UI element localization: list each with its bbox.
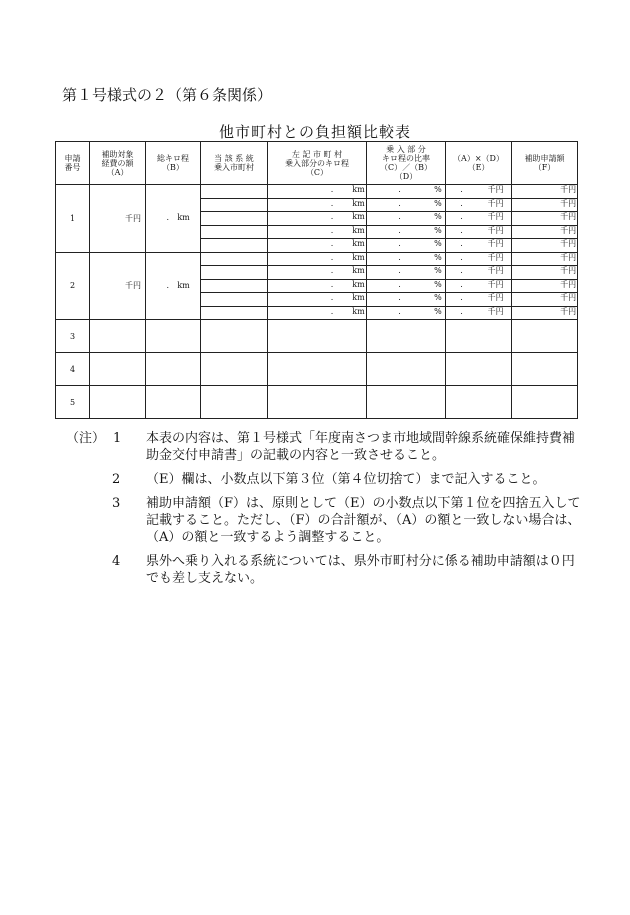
empty-cell xyxy=(201,320,268,353)
expense-cell: 千円 xyxy=(90,185,146,253)
header-cell-0: 申請 番号 xyxy=(56,142,90,185)
ratio-cell-unit: % xyxy=(434,225,442,235)
row-number: 4 xyxy=(56,353,90,386)
ratio-cell-unit: % xyxy=(434,293,442,302)
notes-section xyxy=(66,430,586,594)
empty-cell xyxy=(201,353,268,386)
subsidy-cell-unit: 千円 xyxy=(560,239,577,248)
empty-cell xyxy=(367,386,446,419)
product-cell-unit: 千円 xyxy=(487,266,504,275)
table-row xyxy=(56,185,578,199)
section-distance-cell-unit: km xyxy=(352,266,365,275)
subsidy-cell-unit: 千円 xyxy=(560,185,577,194)
product-cell-dot: . xyxy=(460,225,463,235)
product-cell-unit: 千円 xyxy=(487,279,504,289)
empty-cell xyxy=(512,353,578,386)
empty-cell xyxy=(146,353,201,386)
municipality-cell xyxy=(201,279,268,293)
header-cell-2: 総キロ程 （B） xyxy=(146,142,201,185)
product-cell-unit: 千円 xyxy=(487,212,504,221)
product-cell-unit: 千円 xyxy=(487,306,504,316)
subsidy-cell xyxy=(512,185,578,199)
note-number: 3 xyxy=(112,496,121,511)
subsidy-cell-unit: 千円 xyxy=(560,225,577,235)
empty-cell xyxy=(367,353,446,386)
product-cell-dot: . xyxy=(460,293,463,302)
ratio-cell-unit: % xyxy=(434,239,442,248)
note-text: 本表の内容は、第１号様式「年度南さつま市地域間幹線系統確保維持費補助金交付申請書」の記載の内容と一致させること。 xyxy=(146,431,576,463)
distance-cell-dot: . xyxy=(166,213,170,223)
product-cell-dot: . xyxy=(460,279,463,289)
section-distance-cell-dot: . xyxy=(330,252,334,262)
section-distance-cell-unit: km xyxy=(352,306,365,316)
empty-cell xyxy=(512,320,578,353)
distance-cell-dot: . xyxy=(166,280,170,290)
empty-cell xyxy=(146,320,201,353)
section-distance-cell-unit: km xyxy=(352,185,365,194)
row-number: 3 xyxy=(56,320,90,353)
subsidy-cell xyxy=(512,198,578,212)
empty-cell xyxy=(90,320,146,353)
ratio-cell-dot: . xyxy=(398,266,401,275)
note-number: 1 xyxy=(113,431,122,446)
ratio-cell-unit: % xyxy=(434,185,442,194)
municipality-cell xyxy=(201,198,268,212)
subsidy-cell-unit: 千円 xyxy=(560,198,577,208)
note-text: （E）欄は、小数点以下第３位（第４位切捨て）まで記入すること。 xyxy=(146,472,546,487)
section-distance-cell-unit: km xyxy=(352,279,365,289)
subsidy-cell xyxy=(512,266,578,280)
section-distance-cell-unit: km xyxy=(352,225,365,235)
municipality-cell xyxy=(201,212,268,226)
section-distance-cell-unit: km xyxy=(352,252,365,262)
distance-cell xyxy=(146,185,201,253)
section-distance-cell xyxy=(268,266,367,280)
product-cell xyxy=(446,252,512,266)
header-cell-4: 左 記 市 町 村 乗入部分のキロ程 （C） xyxy=(268,142,367,185)
section-distance-cell-dot: . xyxy=(330,239,334,248)
section-distance-cell-dot: . xyxy=(330,212,334,221)
table-row xyxy=(56,353,578,386)
ratio-cell xyxy=(367,185,446,199)
subsidy-cell xyxy=(512,212,578,226)
product-cell-dot: . xyxy=(460,198,463,208)
notes-label: （注） xyxy=(66,431,106,446)
section-distance-cell xyxy=(268,239,367,253)
note-item xyxy=(66,495,586,546)
ratio-cell-dot: . xyxy=(398,198,401,208)
empty-cell xyxy=(90,353,146,386)
ratio-cell-dot: . xyxy=(398,212,401,221)
section-distance-cell xyxy=(268,212,367,226)
section-distance-cell-dot: . xyxy=(330,185,334,194)
section-distance-cell xyxy=(268,252,367,266)
form-title: 第１号様式の２（第６条関係） xyxy=(62,86,273,104)
ratio-cell-unit: % xyxy=(434,212,442,221)
expense-cell: 千円 xyxy=(90,252,146,320)
header-cell-1: 補助対象 経費の額 （A） xyxy=(90,142,146,185)
product-cell-dot: . xyxy=(460,185,463,194)
section-distance-cell-dot: . xyxy=(330,306,334,316)
section-distance-cell-dot: . xyxy=(330,279,334,289)
ratio-cell xyxy=(367,293,446,307)
note-text: 県外へ乗り入れる系統については、県外市町村分に係る補助申請額は０円でも差し支えない。 xyxy=(146,554,575,586)
product-cell xyxy=(446,279,512,293)
ratio-cell-unit: % xyxy=(434,198,442,208)
product-cell-unit: 千円 xyxy=(487,293,504,302)
header-cell-6: （A）×（D） （E） xyxy=(446,142,512,185)
ratio-cell-dot: . xyxy=(398,306,401,316)
subsidy-cell xyxy=(512,293,578,307)
note-text: 補助申請額（F）は、原則として（E）の小数点以下第１位を四捨五入して記載すること。ただし、（F）の合計額が、（A）の額と一致しない場合は、（A）の額と一致するよう調整すること。 xyxy=(146,496,581,545)
empty-cell xyxy=(446,353,512,386)
empty-cell xyxy=(146,386,201,419)
distance-cell xyxy=(146,252,201,320)
section-distance-cell xyxy=(268,306,367,320)
empty-cell xyxy=(268,386,367,419)
section-distance-cell-dot: . xyxy=(330,266,334,275)
note-item xyxy=(66,553,586,587)
ratio-cell-dot: . xyxy=(398,252,401,262)
subsidy-cell-unit: 千円 xyxy=(560,252,577,262)
empty-cell xyxy=(446,386,512,419)
empty-cell xyxy=(90,386,146,419)
row-number: 5 xyxy=(56,386,90,419)
product-cell-unit: 千円 xyxy=(487,198,504,208)
header-cell-3: 当 該 系 統 乗入市町村 xyxy=(201,142,268,185)
subsidy-cell-unit: 千円 xyxy=(560,212,577,221)
product-cell xyxy=(446,185,512,199)
product-cell-dot: . xyxy=(460,306,463,316)
ratio-cell xyxy=(367,198,446,212)
subsidy-cell xyxy=(512,239,578,253)
section-distance-cell xyxy=(268,185,367,199)
empty-cell xyxy=(268,353,367,386)
empty-cell xyxy=(268,320,367,353)
distance-cell-unit: km xyxy=(177,213,190,223)
section-distance-cell xyxy=(268,279,367,293)
empty-cell xyxy=(512,386,578,419)
ratio-cell-dot: . xyxy=(398,225,401,235)
ratio-cell xyxy=(367,306,446,320)
ratio-cell xyxy=(367,252,446,266)
ratio-cell xyxy=(367,279,446,293)
row-number: 2 xyxy=(56,252,90,320)
municipality-cell xyxy=(201,266,268,280)
empty-cell xyxy=(446,320,512,353)
product-cell-unit: 千円 xyxy=(487,239,504,248)
ratio-cell-dot: . xyxy=(398,239,401,248)
ratio-cell-unit: % xyxy=(434,279,442,289)
table-row xyxy=(56,386,578,419)
table-row xyxy=(56,252,578,266)
product-cell xyxy=(446,266,512,280)
ratio-cell xyxy=(367,239,446,253)
product-cell xyxy=(446,306,512,320)
product-cell-dot: . xyxy=(460,266,463,275)
section-distance-cell-dot: . xyxy=(330,198,334,208)
header-cell-5: 乗 入 部 分 キロ程の比率 （C）／（B） （D） xyxy=(367,142,446,185)
product-cell-unit: 千円 xyxy=(487,185,504,194)
section-distance-cell xyxy=(268,225,367,239)
section-distance-cell-unit: km xyxy=(352,198,365,208)
ratio-cell xyxy=(367,266,446,280)
ratio-cell-dot: . xyxy=(398,279,401,289)
product-cell xyxy=(446,293,512,307)
product-cell-dot: . xyxy=(460,212,463,221)
note-item xyxy=(66,471,586,488)
municipality-cell xyxy=(201,239,268,253)
header-row xyxy=(56,142,578,185)
subsidy-cell-unit: 千円 xyxy=(560,266,577,275)
note-number: 4 xyxy=(112,554,121,569)
section-distance-cell-dot: . xyxy=(330,225,334,235)
municipality-cell xyxy=(201,306,268,320)
product-cell xyxy=(446,239,512,253)
subsidy-cell xyxy=(512,225,578,239)
municipality-cell xyxy=(201,293,268,307)
section-distance-cell-unit: km xyxy=(352,212,365,221)
row-number: 1 xyxy=(56,185,90,253)
section-distance-cell xyxy=(268,198,367,212)
ratio-cell xyxy=(367,212,446,226)
product-cell-unit: 千円 xyxy=(487,252,504,262)
empty-cell xyxy=(201,386,268,419)
subsidy-cell-unit: 千円 xyxy=(560,306,577,316)
subsidy-cell-unit: 千円 xyxy=(560,293,577,302)
subsidy-cell-unit: 千円 xyxy=(560,279,577,289)
ratio-cell-unit: % xyxy=(434,306,442,316)
ratio-cell-unit: % xyxy=(434,252,442,262)
municipality-cell xyxy=(201,185,268,199)
section-distance-cell-unit: km xyxy=(352,293,365,302)
ratio-cell xyxy=(367,225,446,239)
ratio-cell-dot: . xyxy=(398,293,401,302)
subsidy-cell xyxy=(512,252,578,266)
section-distance-cell-unit: km xyxy=(352,239,365,248)
comparison-table xyxy=(55,141,578,419)
table-row xyxy=(56,320,578,353)
product-cell xyxy=(446,225,512,239)
subsidy-cell xyxy=(512,279,578,293)
note-item xyxy=(66,430,586,464)
section-distance-cell xyxy=(268,293,367,307)
distance-cell-unit: km xyxy=(177,280,190,290)
product-cell xyxy=(446,198,512,212)
municipality-cell xyxy=(201,252,268,266)
product-cell-dot: . xyxy=(460,239,463,248)
ratio-cell-unit: % xyxy=(434,266,442,275)
empty-cell xyxy=(367,320,446,353)
product-cell-unit: 千円 xyxy=(487,225,504,235)
header-cell-7: 補助申請額 （F） xyxy=(512,142,578,185)
note-number: 2 xyxy=(112,472,121,487)
subsidy-cell xyxy=(512,306,578,320)
product-cell xyxy=(446,212,512,226)
table-title: 他市町村との負担額比較表 xyxy=(218,123,411,141)
section-distance-cell-dot: . xyxy=(330,293,334,302)
municipality-cell xyxy=(201,225,268,239)
ratio-cell-dot: . xyxy=(398,185,401,194)
product-cell-dot: . xyxy=(460,252,463,262)
